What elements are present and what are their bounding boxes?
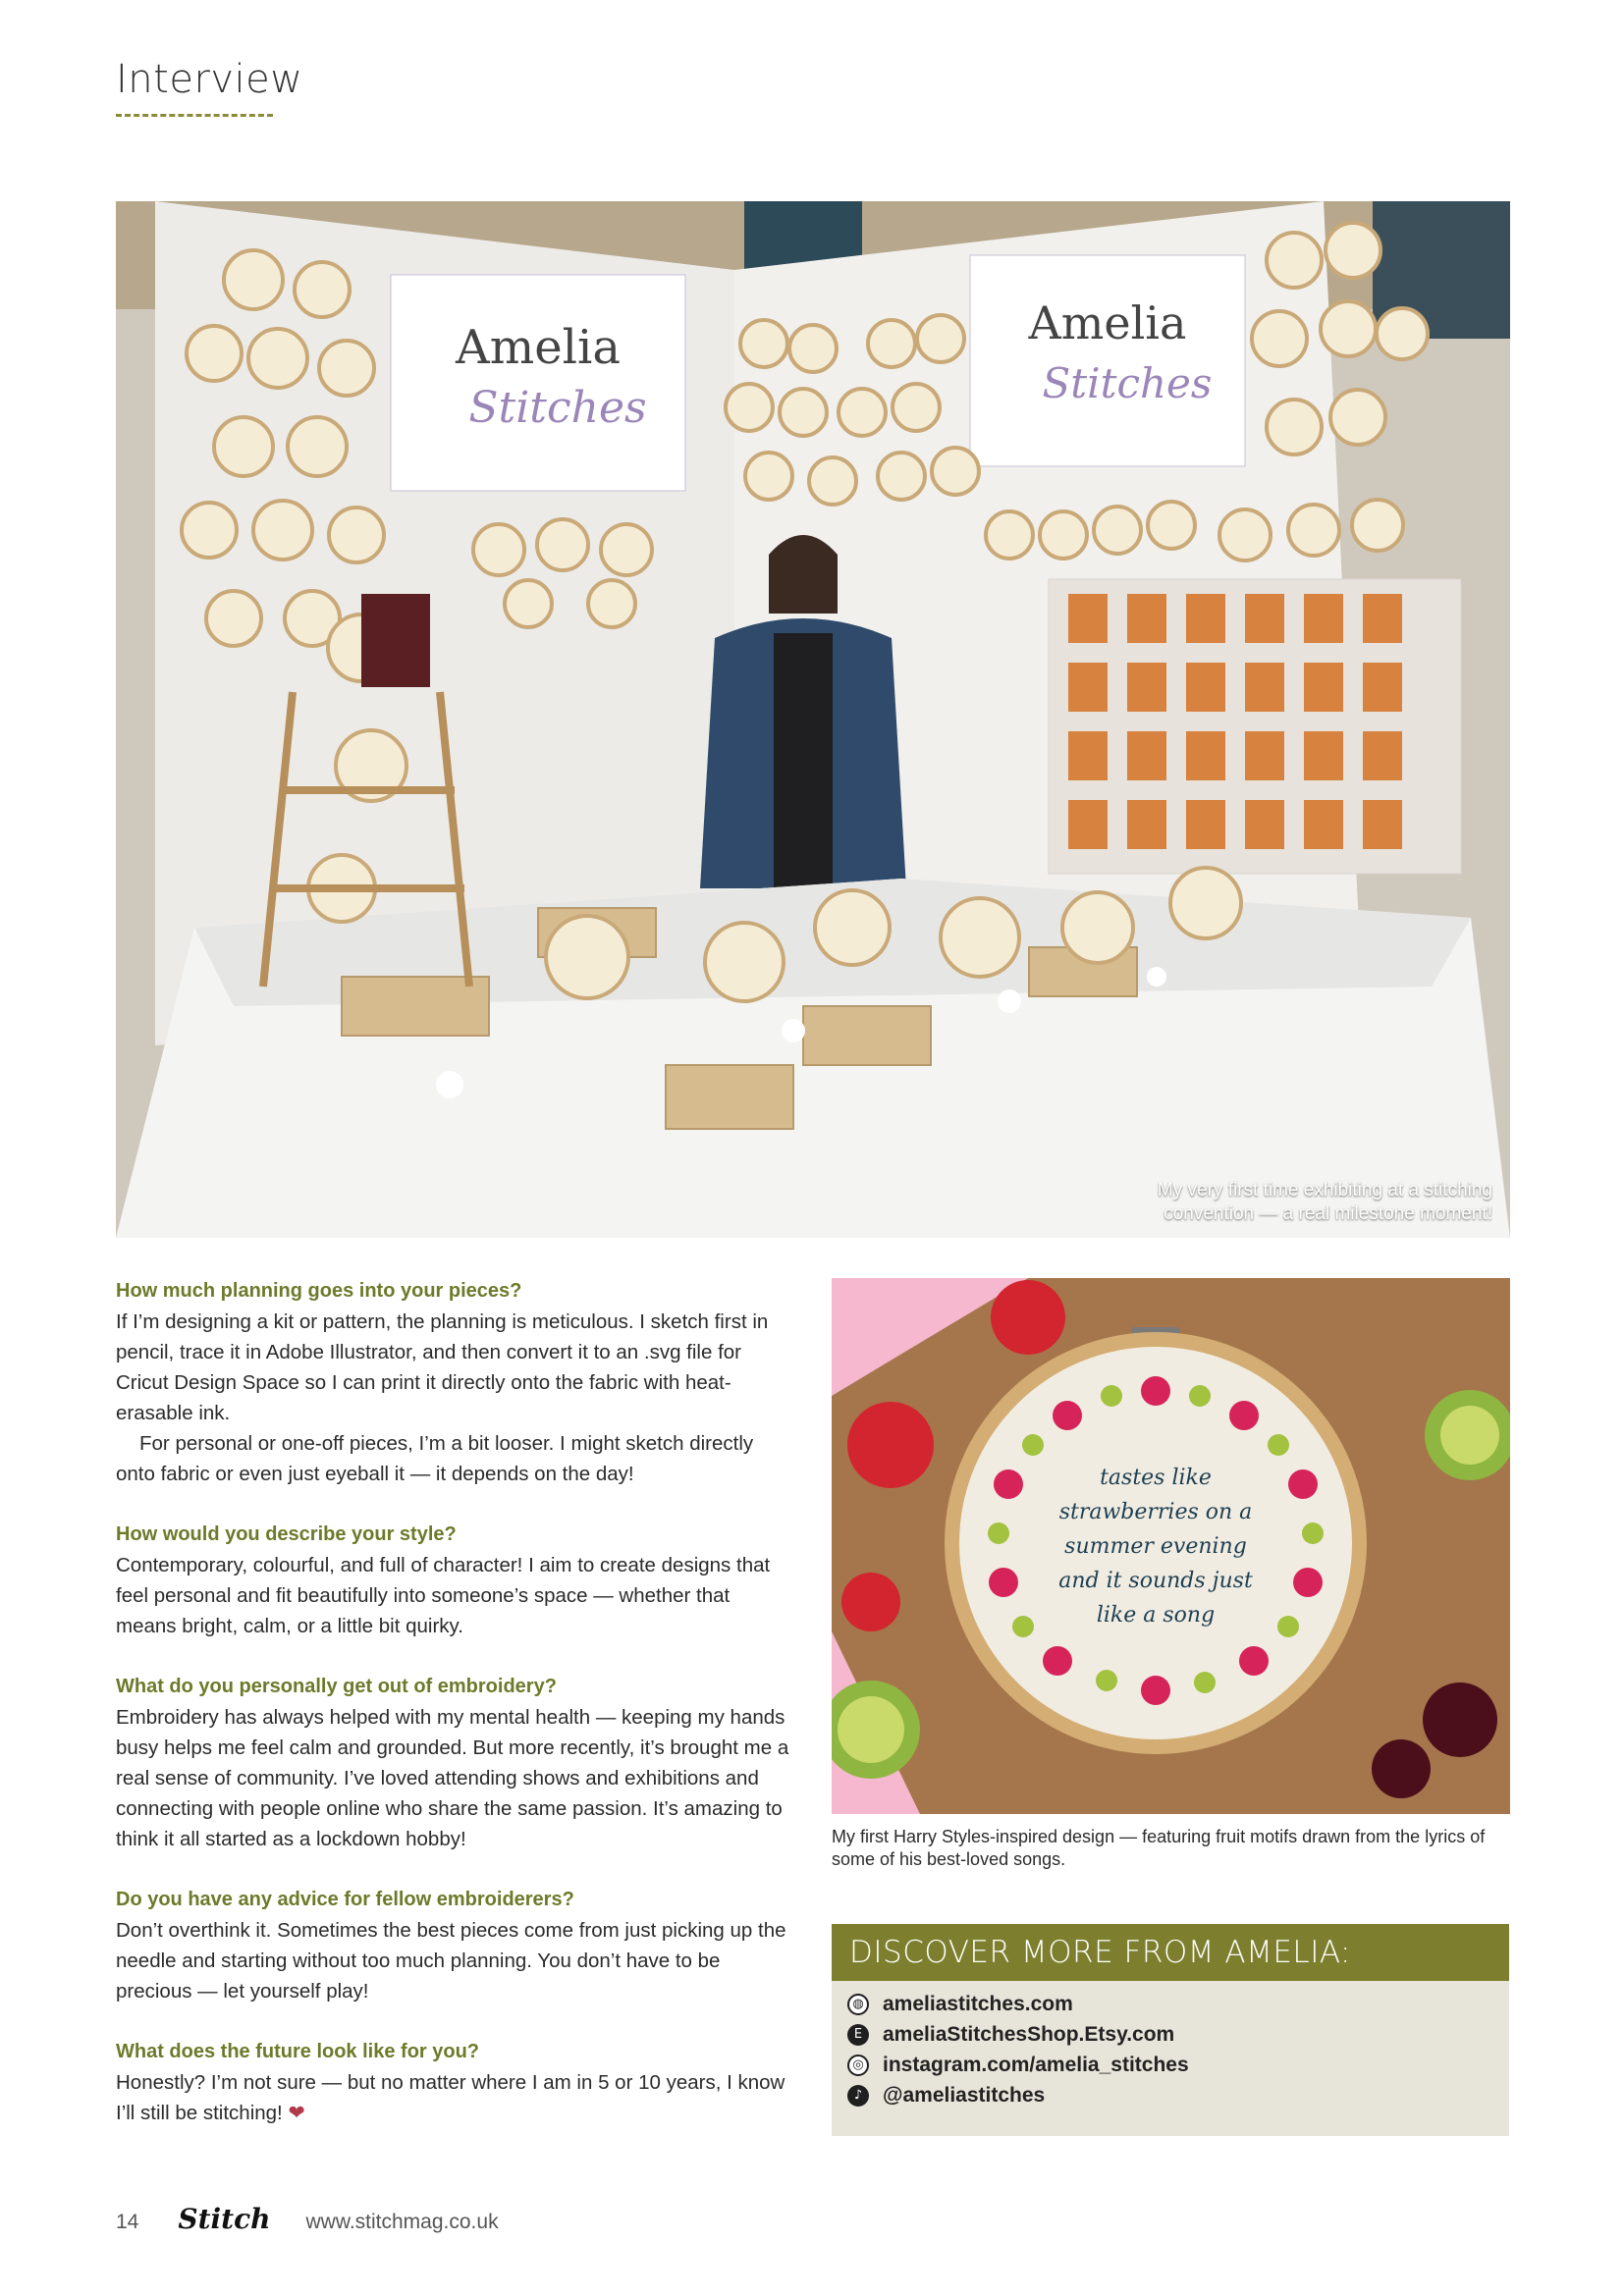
question-3: What do you personally get out of embroidery? — [116, 1676, 557, 1697]
booth-illustration — [116, 201, 1510, 1238]
svg-text:and it sounds just: and it sounds just — [1058, 1569, 1253, 1593]
discover-title: DISCOVER MORE FROM AMELIA: — [832, 1924, 1509, 1981]
footer-url[interactable]: www.stitchmag.co.uk — [305, 2211, 499, 2233]
fruit-hoop-photo — [832, 1278, 1510, 1814]
fruit-hoop-illustration — [832, 1278, 1510, 1814]
section-underline — [116, 114, 273, 117]
answer-4: Don’t overthink it. Sometimes the best pieces come from just picking up the needle and starting without too much planning. You don’t have to be precious — let yourself play! — [116, 1919, 786, 2002]
link-website[interactable] — [847, 1989, 1509, 2019]
answer-5-text: Honestly? I’m not sure — but no matter where I am in 5 or 10 years, I know I’ll still be stitching! — [116, 2071, 785, 2124]
instagram-icon: ◎ — [847, 2055, 869, 2076]
question-2: How would you describe your style? — [116, 1523, 457, 1545]
discover-box — [832, 1924, 1509, 2136]
booth-photo-caption: My very first time exhibiting at a stitching convention — a real milestone moment! — [1157, 1180, 1492, 1224]
booth-photo — [116, 201, 1510, 1238]
article-body — [116, 1276, 793, 2128]
answer-2: Contemporary, colourful, and full of character! I aim to create designs that feel personal and fit beautifully into someone’s space — whether that means bright, calm, or a little bit quirky. — [116, 1554, 771, 1637]
question-5: What does the future look like for you? — [116, 2041, 480, 2062]
question-4: Do you have any advice for fellow embroiderers? — [116, 1889, 574, 1910]
fruit-photo-caption: My first Harry Styles-inspired design — featuring fruit motifs drawn from the lyrics of some of his best-loved songs. — [832, 1827, 1486, 1869]
link-tiktok-text[interactable]: @ameliastitches — [883, 2083, 1046, 2107]
tiktok-icon: ♪ — [847, 2085, 869, 2107]
answer-1a: If I’m designing a kit or pattern, the planning is meticulous. I sketch first in pencil, trace it in Adobe Illustrator, and then convert it to an .svg file for Cricut Design Space so I can print it directly onto the fabric with heat-erasable ink. — [116, 1310, 769, 1424]
svg-text:strawberries on a: strawberries on a — [1058, 1500, 1253, 1524]
link-etsy[interactable] — [847, 2019, 1509, 2050]
globe-icon: ◍ — [847, 1994, 869, 2015]
link-instagram-text[interactable]: instagram.com/amelia_stitches — [883, 2053, 1189, 2076]
section-title: Interview — [116, 57, 303, 102]
discover-links — [832, 1981, 1509, 2110]
link-website-text[interactable]: ameliastitches.com — [883, 1992, 1073, 2015]
svg-text:summer evening: summer evening — [1064, 1534, 1247, 1559]
link-tiktok[interactable] — [847, 2080, 1509, 2110]
svg-text:like a song: like a song — [1096, 1603, 1216, 1628]
svg-text:tastes like: tastes like — [1100, 1466, 1212, 1490]
link-etsy-text[interactable]: ameliaStitchesShop.Etsy.com — [883, 2022, 1175, 2046]
answer-5 — [116, 2067, 793, 2128]
banner-script-right: Stitches — [1042, 359, 1213, 407]
answer-3: Embroidery has always helped with my mental health — keeping my hands busy helps me feel calm and grounded. But more recently, it’s brought me a real sense of community. I’ve loved attending shows and exhibitions and connecting with people online who share the same passion. It’s amazing to think it all started as a lockdown hobby! — [116, 1706, 789, 1850]
answer-1b: For personal or one-off pieces, I’m a bit looser. I might sketch directly onto fabric or even just eyeball it — it depends on the day! — [116, 1432, 754, 1485]
link-instagram[interactable] — [847, 2050, 1509, 2080]
banner-script-left: Stitches — [468, 383, 647, 433]
heart-icon: ❤ — [288, 2102, 305, 2124]
banner-name-left: Amelia — [456, 320, 621, 375]
magazine-logo: Stitch — [178, 2203, 271, 2235]
banner-name-right: Amelia — [1028, 296, 1187, 349]
question-1: How much planning goes into your pieces? — [116, 1280, 522, 1302]
etsy-icon: E — [847, 2024, 869, 2046]
page-number: 14 — [116, 2211, 139, 2233]
page-footer — [116, 2203, 499, 2235]
